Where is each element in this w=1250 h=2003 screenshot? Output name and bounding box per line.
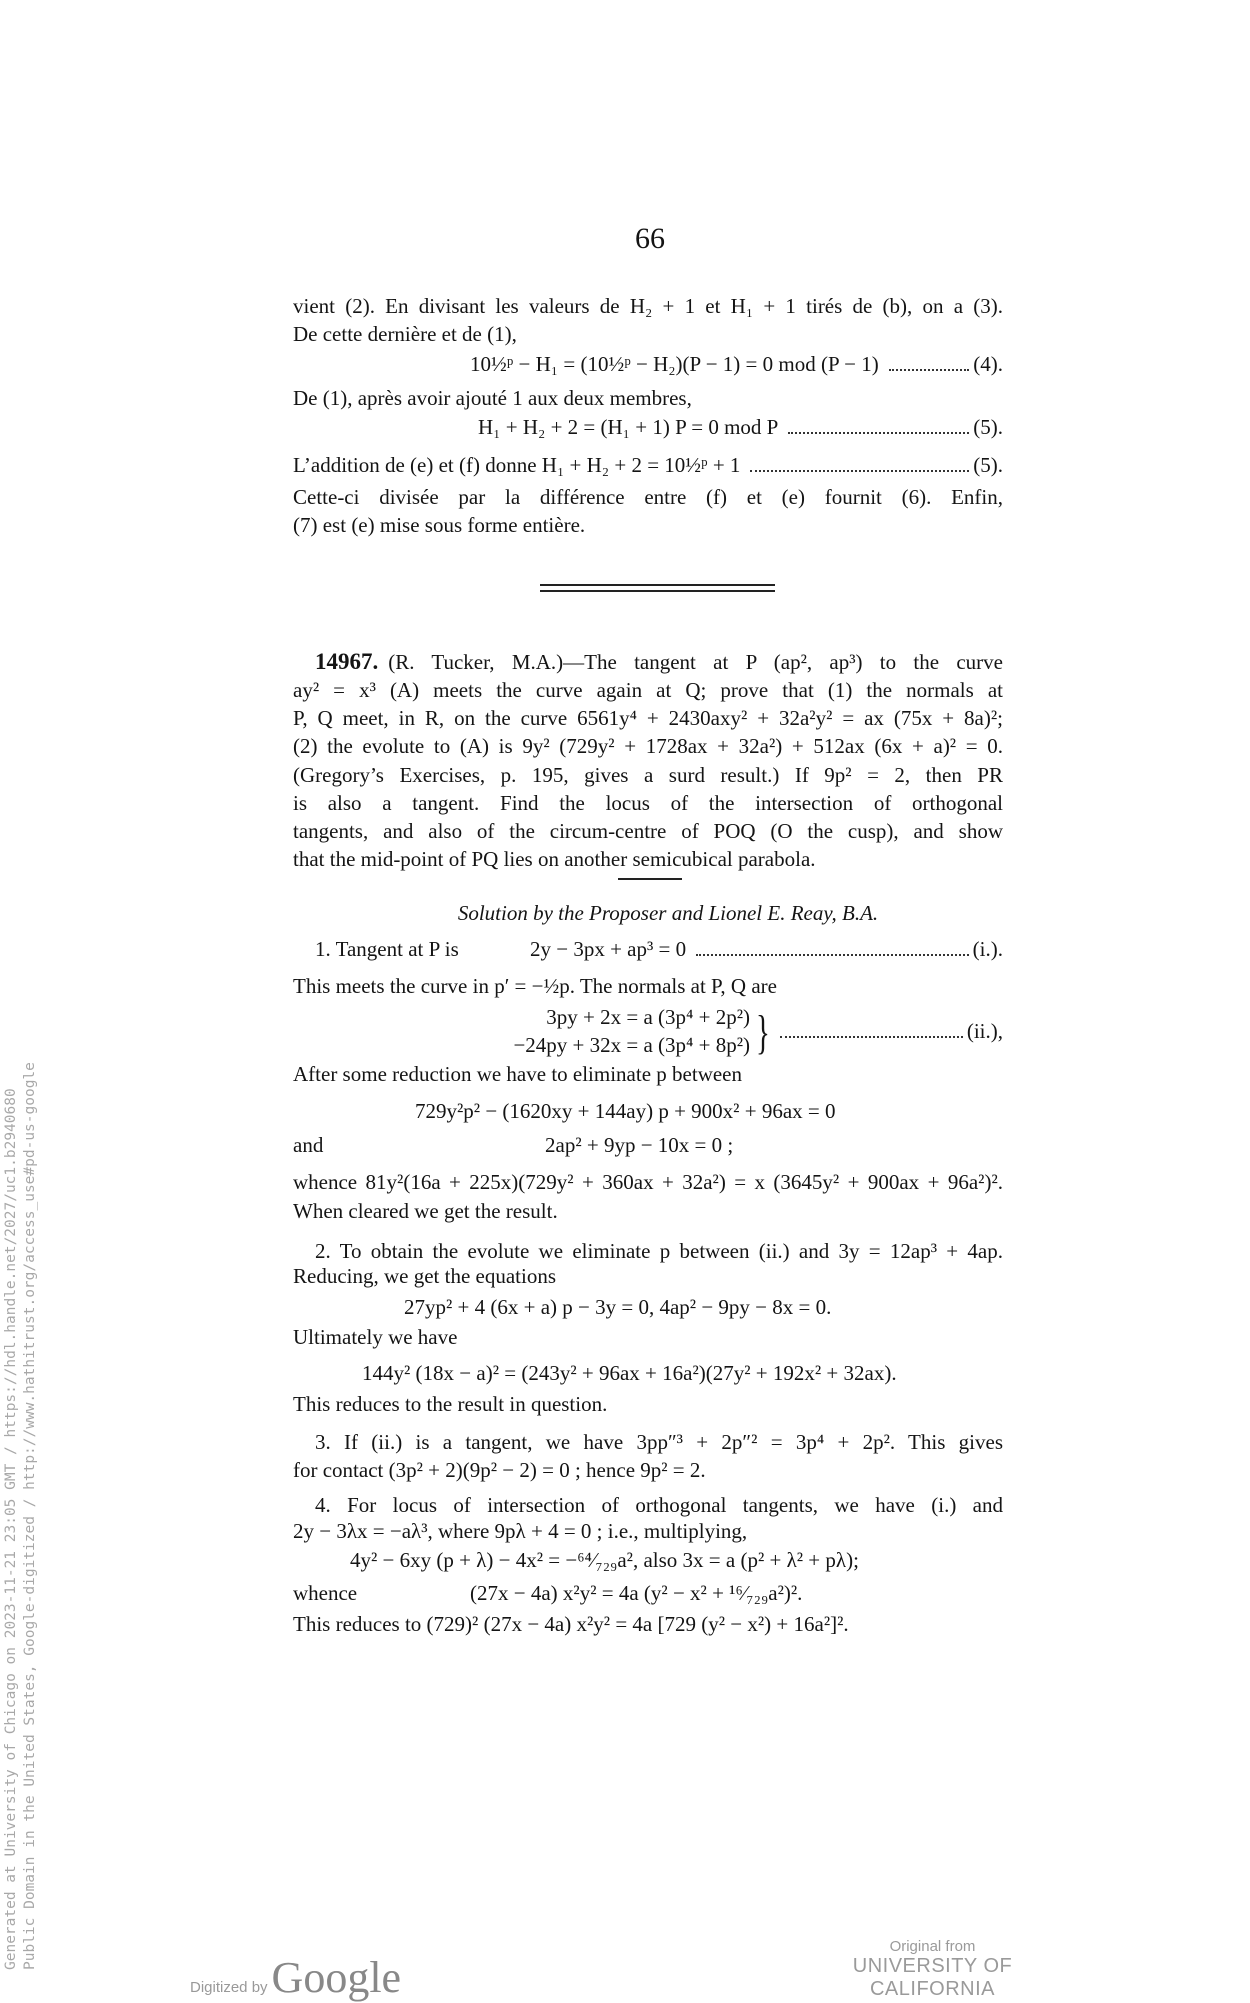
- problem-line: (Gregory’s Exercises, p. 195, gives a surd result.) If 9p² = 2, then PR: [293, 763, 1003, 787]
- text-line: 2. To obtain the evolute we eliminate p between (ii.) and 3y = 12ap³ + 4ap.: [315, 1239, 1003, 1263]
- normal-eq-1: 3py + 2x = a (3p⁴ + 2p²): [546, 1005, 750, 1029]
- text-line: De (1), après avoir ajouté 1 aux deux membres,: [293, 386, 692, 410]
- text-line: for contact (3p² + 2)(9p² − 2) = 0 ; hence 9p² = 2.: [293, 1458, 706, 1482]
- double-rule-bottom: [540, 590, 775, 592]
- dot-leader: [889, 368, 970, 371]
- university-label: UNIVERSITY OF CALIFORNIA: [852, 1955, 1013, 2000]
- equation: 729y²p² − (1620xy + 144ay) p + 900x² + 96ax = 0: [415, 1099, 836, 1123]
- text-line: Cette-ci divisée par la différence entre (f) et (e) fournit (6). Enfin,: [293, 485, 1003, 509]
- problem-number: 14967.: [315, 649, 379, 674]
- dot-leader: [696, 953, 969, 956]
- short-rule: [618, 878, 682, 880]
- equation-ref: (5).: [973, 453, 1003, 477]
- page-number: 66: [635, 222, 665, 255]
- equation-ii: [770, 1018, 1003, 1044]
- problem-line: (2) the evolute to (A) is 9y² (729y² + 1728ax + 32a²) + 512ax (6x + a)² = 0.: [293, 734, 1003, 758]
- hathitrust-watermark: [2, 1062, 40, 1970]
- dot-leader: [788, 431, 969, 434]
- equation-ref: (4).: [973, 352, 1003, 376]
- normal-eq-2: −24py + 32x = a (3p⁴ + 8p²): [513, 1033, 750, 1057]
- problem-line: ay² = x³ (A) meets the curve again at Q; prove that (1) the normals at: [293, 678, 1003, 702]
- problem-line: P, Q meet, in R, on the curve 6561y⁴ + 2430axy² + 32a²y² = ax (75x + 8a)²;: [293, 706, 1003, 730]
- equation: 2y − 3px + ap³ = 0: [530, 937, 687, 961]
- original-from: [790, 1938, 1075, 2001]
- text-line: This meets the curve in p′ = −½p. The normals at P, Q are: [293, 974, 777, 998]
- equation: 2ap² + 9yp − 10x = 0 ;: [545, 1133, 734, 1157]
- problem-text: (R. Tucker, M.A.)—The tangent at P (ap², ap³) to the curve: [388, 650, 1003, 674]
- text-line: 3. If (ii.) is a tangent, we have 3pp″³ + 2p″² = 3p⁴ + 2p². This gives: [315, 1430, 1003, 1454]
- brace-icon: }: [756, 1006, 770, 1059]
- text-line: L’addition de (e) et (f) donne H₁ + H₂ + 2 = 10½ᵖ + 1: [293, 453, 741, 477]
- text-line: and: [293, 1133, 324, 1157]
- equation-5b: [293, 452, 1003, 478]
- double-rule-top: [540, 584, 775, 586]
- equation: (27x − 4a) x²y² = 4a (y² − x² + ¹⁶⁄₇₂₉a²)².: [470, 1581, 803, 1605]
- equation-ref: (5).: [973, 415, 1003, 439]
- problem-line: [293, 649, 1003, 675]
- text-line: Ultimately we have: [293, 1325, 458, 1349]
- equation-4: [293, 351, 1003, 377]
- equation: H₁ + H₂ + 2 = (H₁ + 1) P = 0 mod P: [478, 415, 779, 439]
- equation: 10½ᵖ − H₁ = (10½ᵖ − H₂)(P − 1) = 0 mod (P − 1): [470, 352, 879, 376]
- equation-5: [293, 414, 1003, 440]
- text-line: 4. For locus of intersection of orthogonal tangents, we have (i.) and: [315, 1493, 1003, 1517]
- step-1-tangent: [293, 936, 1003, 962]
- text-line: vient (2). En divisant les valeurs de H₂ + 1 et H₁ + 1 tirés de (b), on a (3).: [293, 294, 1003, 318]
- solution-heading: Solution by the Proposer and Lionel E. Reay, B.A.: [457, 901, 879, 925]
- text-line: This reduces to (729)² (27x − 4a) x²y² = 4a [729 (y² − x²) + 16a²]².: [293, 1612, 849, 1636]
- google-logo: Google: [271, 1953, 402, 2002]
- dot-leader: [750, 469, 969, 472]
- equation: 4y² − 6xy (p + λ) − 4x² = −⁶⁴⁄₇₂₉a², also 3x = a (p² + λ² + pλ);: [350, 1548, 859, 1572]
- problem-line: that the mid-point of PQ lies on another semicubical parabola.: [293, 847, 816, 871]
- equation: 144y² (18x − a)² = (243y² + 96ax + 16a²)(27y² + 192x² + 32ax).: [362, 1361, 897, 1385]
- equation-ref: (i.).: [972, 937, 1003, 961]
- problem-line: is also a tangent. Find the locus of the intersection of orthogonal: [293, 791, 1003, 815]
- text-line: whence: [293, 1581, 358, 1605]
- text-line: When cleared we get the result.: [293, 1199, 558, 1223]
- watermark-line: Public Domain in the United States, Google-digitized / http://www.hathitrust.org/access_use#pd-us-google: [22, 1062, 38, 1970]
- dot-leader: [780, 1035, 963, 1038]
- problem-line: tangents, and also of the circum-centre of POQ (O the cusp), and show: [293, 819, 1003, 843]
- text-line: Reducing, we get the equations: [293, 1264, 557, 1288]
- watermark-line: Generated at University of Chicago on 2023-11-21 23:05 GMT / https://hdl.handle.net/2027/uc1.b2940680: [3, 1088, 19, 1970]
- text-line: (7) est (e) mise sous forme entière.: [293, 513, 586, 537]
- equation: 27yp² + 4 (6x + a) p − 3y = 0, 4ap² − 9py − 8x = 0.: [404, 1295, 832, 1319]
- equation-ref: (ii.),: [966, 1019, 1003, 1043]
- step-label: 1. Tangent at P is: [315, 937, 459, 961]
- text-line: De cette dernière et de (1),: [293, 322, 517, 346]
- text-line: This reduces to the result in question.: [293, 1392, 608, 1416]
- text-line: whence 81y²(16a + 225x)(729y² + 360ax + 32a²) = x (3645y² + 900ax + 96a²)².: [293, 1170, 1003, 1194]
- text-line: After some reduction we have to eliminate p between: [293, 1062, 742, 1086]
- original-from-label: Original from: [889, 1938, 976, 1955]
- text-line: 2y − 3λx = −aλ³, where 9pλ + 4 = 0 ; i.e., multiplying,: [293, 1519, 748, 1543]
- digitized-by-google: [190, 1952, 401, 2003]
- digitized-by-label: Digitized by: [190, 1979, 268, 1996]
